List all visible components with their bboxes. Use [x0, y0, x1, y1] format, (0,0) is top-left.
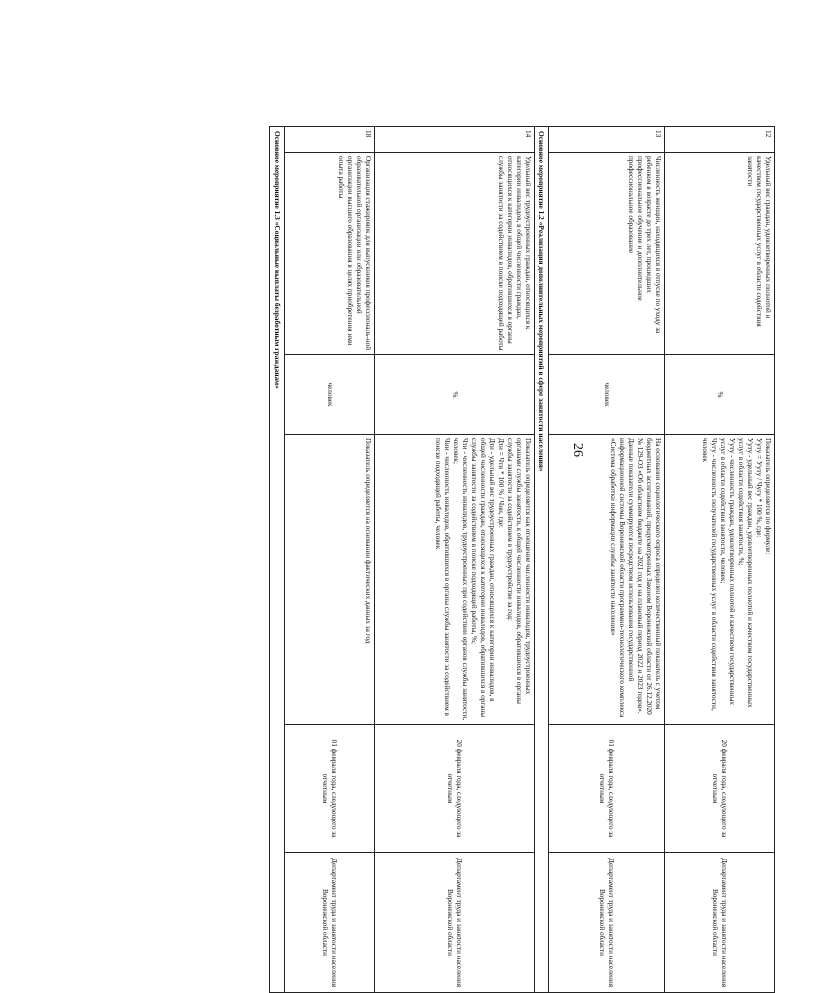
- unit-of-measure: %: [374, 355, 534, 435]
- calculation-method: [549, 435, 665, 725]
- indicator-table-container: [251, 126, 775, 992]
- formula-line: Показатель определяется как отношение численности инвалидов, трудоустроенных органами службы занятости, к общей численности инвалидов, обратившихся в органы службы занятости за содействием в трудоустройстве за год:: [505, 438, 532, 704]
- indicator-name: Удельный вес граждан, удовлетворенных полнотой и качеством государственных услуг в области содействия занятости: [665, 153, 775, 355]
- formula-line: Чугу - численность получателей государственных услуг в области содействия занятости, человек: [701, 438, 718, 711]
- indicator-table: [270, 126, 776, 993]
- indicator-name: Организация стажировок для выпускников профессиональ-ной образовательной организации или образовательной организации высшего образования в целях приобретения ими опыта работы: [284, 153, 374, 355]
- table-row: [549, 127, 665, 993]
- formula-line: Ууту - численность граждан, удовлетворенных полнотой и качеством государственных услуг в области содействия занятости, человек;: [719, 438, 736, 705]
- rotated-page: [0, 74, 832, 988]
- submission-deadline: 20 февраля года, следующего за отчетным: [374, 725, 534, 853]
- page-number: 26: [570, 443, 585, 457]
- submission-deadline: 20 февраля года, следующего за отчетным: [665, 725, 775, 853]
- section-title: Основное мероприятие 1.3 «Социальные выплаты безработным гражданам»: [270, 127, 284, 993]
- unit-of-measure: %: [665, 355, 775, 435]
- responsible-body: Департамент труда и занятости населения Воронежской области: [665, 853, 775, 993]
- row-number: 12: [665, 127, 775, 153]
- submission-deadline: 01 февраля года, следующего за отчетным: [549, 725, 665, 853]
- indicator-name: Удельный вес трудоустроенных граждан, относящихся к категории инвалидов, в общей численности граждан, относящихся к категории инвалидов, обратившихся в органы службы занятости за содействием в поиске подходящей работы: [374, 153, 534, 355]
- row-number: 14: [374, 127, 534, 153]
- formula-line: Дти = Чти * 100 % / Чии, где:: [496, 438, 505, 528]
- section-row: [270, 127, 284, 993]
- formula-line: Чии - численность инвалидов, обратившихся в органы службы занятости за содействием в поиске подходящей работы, человек: [433, 438, 451, 716]
- formula-line: Чти - численность инвалидов, трудоустроенных при содействии органов службы занятости, человек;: [451, 438, 469, 721]
- section-title: Основное мероприятие 1.2 «Реализация дополнительных мероприятий в сфере занятости населения»: [534, 127, 548, 993]
- responsible-body: Департамент труда и занятости населения Воронежской области: [284, 853, 374, 993]
- table-row: [284, 127, 374, 993]
- formula-line: На основании социологического опроса определен количественный показатель с учетом бюджетных ассигнований, предусмотренных Законом Воронежской области от 26.12.2020 № 129-ОЗ «Об областном бюджете на 2021 год и на плановый период 2022 и 2023 годов». Данные показатели суммируются посредством использования государственной информационной системы Воронежской области программно-технологического комплекса «Система обработки информации службы занятости населения»: [609, 438, 662, 718]
- table-row: [665, 127, 775, 993]
- section-row: [534, 127, 548, 993]
- calculation-method: [374, 435, 534, 725]
- indicator-name: Численность женщин, находящихся в отпуске по уходу за ребенком в возрасте до трех лет, прошедших профессиональное обучение и дополнительное профессиональное образование: [549, 153, 665, 355]
- calculation-method: [284, 435, 374, 725]
- responsible-body: Департамент труда и занятости населения Воронежской области: [374, 853, 534, 993]
- calculation-method: [665, 435, 775, 725]
- row-number: 13: [549, 127, 665, 153]
- formula-line: Ууту = Ууту / Чугу * 100 %, где:: [755, 438, 763, 538]
- submission-deadline: 01 февраля года, следующего за отчетным: [284, 725, 374, 853]
- formula-line: Дти - удельный вес трудоустроенных граждан, относящихся к категории инвалидов, в общей численности граждан, относящихся к категории инвалидов, обратившихся в органы службы занятости за содействием в поиске подходящей работы, %;: [469, 438, 496, 718]
- responsible-body: Департамент труда и занятости населения Воронежской области: [549, 853, 665, 993]
- row-number: 18: [284, 127, 374, 153]
- formula-line: Показатель определяется на основании фактических данных за год: [363, 438, 372, 644]
- formula-line: Показатель определяется по формуле:: [764, 438, 772, 555]
- unit-of-measure: человек: [549, 355, 665, 435]
- unit-of-measure: человек: [284, 355, 374, 435]
- formula-line: Ууту - удельный вес граждан, удовлетворенных полнотой и качеством государственных услуг в области содействия занятости, %;: [737, 438, 754, 708]
- table-row: [374, 127, 534, 993]
